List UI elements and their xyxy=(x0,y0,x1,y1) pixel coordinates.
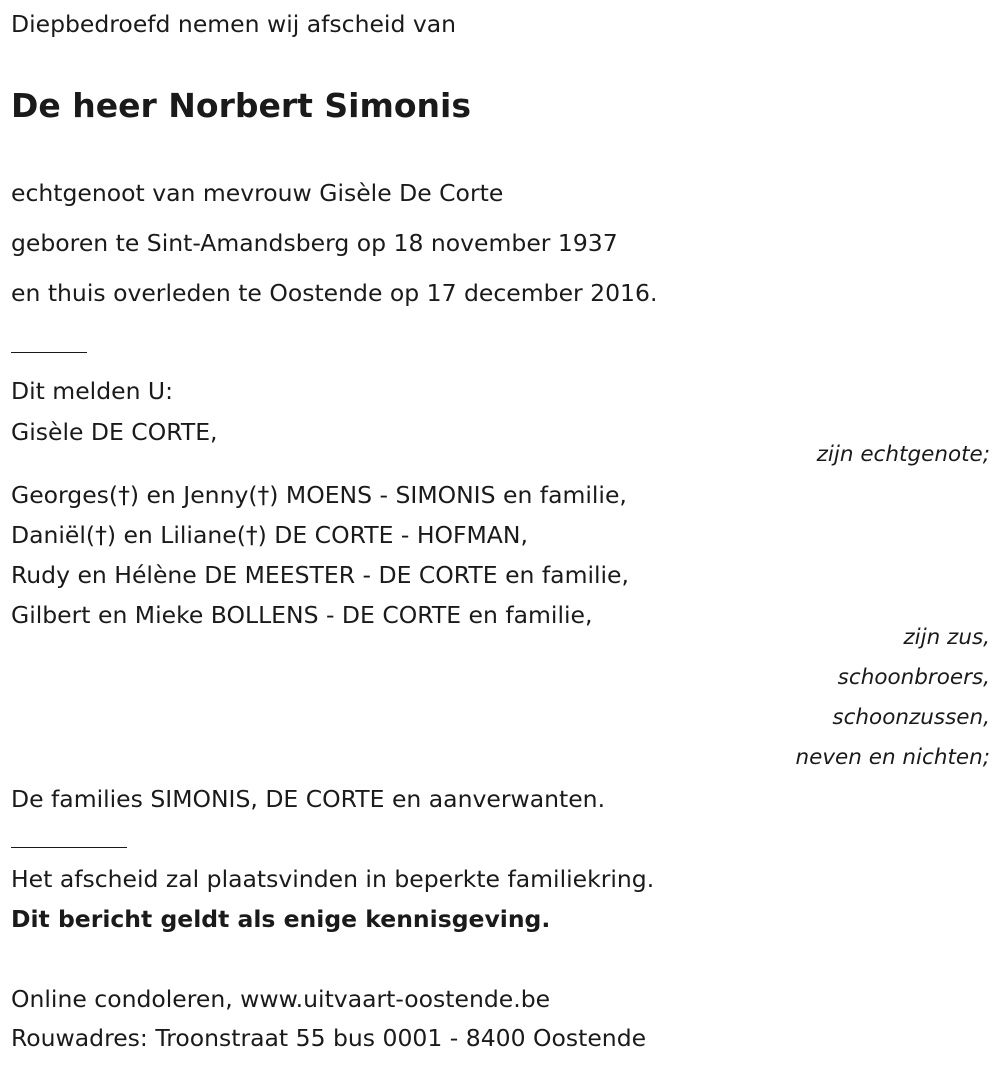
family-line: Rudy en Hélène DE MEESTER - DE CORTE en familie, xyxy=(11,561,629,589)
intro-text: Diepbedroefd nemen wij afscheid van xyxy=(11,10,457,38)
detail-birth: geboren te Sint-Amandsberg op 18 november 1937 xyxy=(11,229,618,257)
family-line: Georges(†) en Jenny(†) MOENS - SIMONIS en familie, xyxy=(11,481,627,509)
deceased-name: De heer Norbert Simonis xyxy=(11,86,471,125)
detail-death: en thuis overleden te Oostende op 17 december 2016. xyxy=(11,279,658,307)
spouse-relation: zijn echtgenote; xyxy=(816,442,990,467)
family-line: Gilbert en Mieke BOLLENS - DE CORTE en familie, xyxy=(11,601,593,629)
family-relation: schoonbroers, xyxy=(837,665,990,690)
divider-short xyxy=(11,352,87,353)
mourning-address: Rouwadres: Troonstraat 55 bus 0001 - 8400 Oostende xyxy=(11,1024,647,1052)
spouse-name: Gisèle DE CORTE, xyxy=(11,418,218,446)
family-relation: zijn zus, xyxy=(903,625,990,650)
farewell-text: Het afscheid zal plaatsvinden in beperkte familiekring. xyxy=(11,865,655,893)
notice-text: Dit bericht geldt als enige kennisgeving. xyxy=(11,905,551,933)
families-text: De families SIMONIS, DE CORTE en aanverwanten. xyxy=(11,785,606,813)
announce-label: Dit melden U: xyxy=(11,377,174,405)
family-relation: schoonzussen, xyxy=(832,705,990,730)
online-condolence: Online condoleren, www.uitvaart-oostende.be xyxy=(11,985,551,1013)
detail-spouse: echtgenoot van mevrouw Gisèle De Corte xyxy=(11,179,504,207)
divider-long xyxy=(11,847,127,848)
family-line: Daniël(†) en Liliane(†) DE CORTE - HOFMAN, xyxy=(11,521,528,549)
family-relation: neven en nichten; xyxy=(795,745,990,770)
